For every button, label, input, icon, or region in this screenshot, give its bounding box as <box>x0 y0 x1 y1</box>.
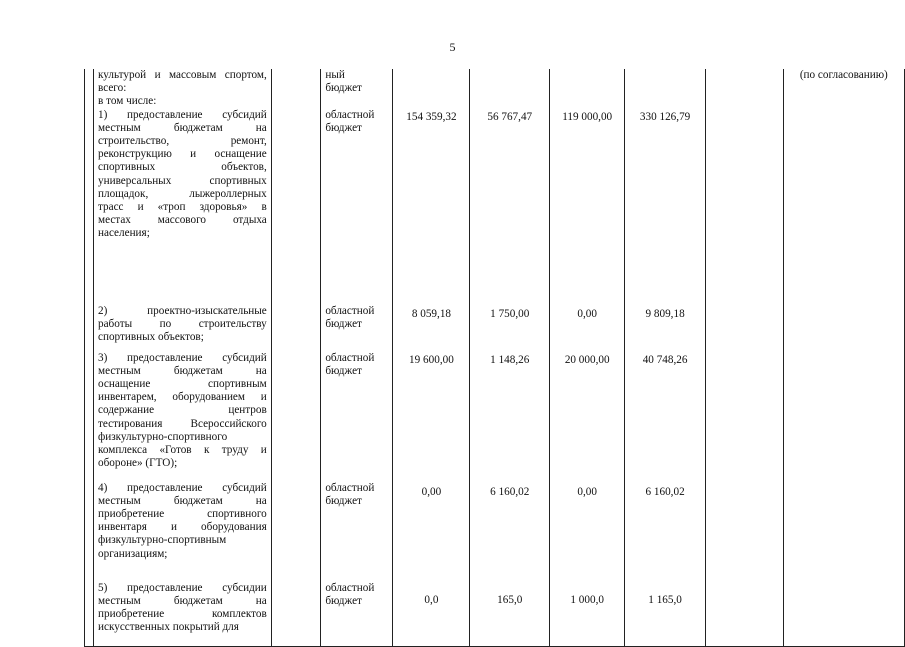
funding-source-line: бюджет <box>325 82 362 95</box>
amount-year-1: 0,0 <box>393 582 470 647</box>
amount-year-2: 1 148,26 <box>470 352 550 482</box>
description-line: универсальных спортивных <box>98 174 267 187</box>
description-line: 5) предоставление субсидии <box>98 581 267 594</box>
description-line: трасс и «троп здоровья» в <box>98 201 267 214</box>
description-line: местным бюджетам на <box>98 594 267 607</box>
indicator-cell <box>705 352 783 482</box>
description-line: площадок, лыжероллерных <box>98 187 267 200</box>
table-row <box>85 109 905 305</box>
funding-source-line: бюджет <box>325 317 362 330</box>
amount-year-4: 9 809,18 <box>625 305 706 352</box>
row-index-cell <box>85 352 94 482</box>
row-description <box>94 109 272 305</box>
row-index-cell <box>85 482 94 582</box>
description-line: культурой и массовым спортом, <box>98 69 267 81</box>
description-line: содержание центров <box>98 404 267 417</box>
amount-year-1 <box>393 69 470 109</box>
indicator-cell <box>705 482 783 582</box>
description-line: местным бюджетам на <box>98 364 267 377</box>
description-line: комплекса «Готов к труду и <box>98 444 267 457</box>
amount-year-2: 1 750,00 <box>470 305 550 352</box>
funding-source <box>321 69 393 109</box>
executor-cell <box>271 109 321 305</box>
funding-source <box>321 305 393 352</box>
description-line: искусственных покрытий для <box>98 621 239 634</box>
executor-cell <box>271 482 321 582</box>
amount-year-2: 165,0 <box>470 582 550 647</box>
description-line: спортивных объектов, <box>98 161 267 174</box>
description-line: приобретение спортивного <box>98 508 267 521</box>
description-line: организациям; <box>98 547 168 560</box>
note-cell <box>783 352 904 482</box>
indicator-cell <box>705 582 783 647</box>
amount-year-2: 6 160,02 <box>470 482 550 582</box>
row-index-cell <box>85 582 94 647</box>
amount-year-3: 1 000,0 <box>550 582 625 647</box>
executor-cell <box>271 352 321 482</box>
description-line: спортивных объектов; <box>98 331 204 344</box>
executor-cell <box>271 582 321 647</box>
funding-source-line: бюджет <box>325 494 362 507</box>
description-line: местным бюджетам на <box>98 494 267 507</box>
note-cell <box>783 305 904 352</box>
funding-source <box>321 352 393 482</box>
note-cell <box>783 482 904 582</box>
table-row <box>85 352 905 482</box>
description-line: местным бюджетам на <box>98 121 267 134</box>
amount-year-1: 8 059,18 <box>393 305 470 352</box>
executor-cell <box>271 69 321 109</box>
description-line: приобретение комплектов <box>98 608 267 621</box>
amount-year-3: 0,00 <box>550 305 625 352</box>
description-line: реконструкцию и оснащение <box>98 148 267 161</box>
funding-source-line: областной <box>325 481 375 494</box>
row-description <box>94 482 272 582</box>
description-line: физкультурно-спортивным <box>98 534 227 547</box>
amount-year-4: 40 748,26 <box>625 352 706 482</box>
amount-year-4: 6 160,02 <box>625 482 706 582</box>
description-line: оснащение спортивным <box>98 378 267 391</box>
funding-source <box>321 582 393 647</box>
amount-year-3: 119 000,00 <box>550 109 625 305</box>
description-line: местах массового отдыха <box>98 214 267 227</box>
funding-source-line: бюджет <box>325 594 362 607</box>
description-line: обороне» (ГТО); <box>98 457 178 470</box>
funding-source-line: областной <box>325 108 375 121</box>
note-cell <box>783 109 904 305</box>
funding-source <box>321 482 393 582</box>
funding-source-line: областной <box>325 351 375 364</box>
amount-year-4 <box>625 69 706 109</box>
amount-year-1: 154 359,32 <box>393 109 470 305</box>
row-description <box>94 582 272 647</box>
amount-year-2 <box>470 69 550 109</box>
executor-cell <box>271 305 321 352</box>
amount-year-1: 0,00 <box>393 482 470 582</box>
description-line: 4) предоставление субсидий <box>98 481 267 494</box>
description-line: 1) предоставление субсидий <box>98 108 267 121</box>
program-table <box>84 69 905 647</box>
table-row <box>85 482 905 582</box>
funding-source-line: бюджет <box>325 364 362 377</box>
table-row <box>85 305 905 352</box>
description-line: всего: <box>98 82 127 95</box>
amount-year-2: 56 767,47 <box>470 109 550 305</box>
description-line: строительство, ремонт, <box>98 135 267 148</box>
amount-year-3 <box>550 69 625 109</box>
amount-year-1: 19 600,00 <box>393 352 470 482</box>
description-line: населения; <box>98 227 150 240</box>
amount-year-4: 330 126,79 <box>625 109 706 305</box>
note-cell <box>783 582 904 647</box>
funding-source-line: областной <box>325 581 375 594</box>
indicator-cell <box>705 109 783 305</box>
description-line: в том числе: <box>98 95 157 108</box>
table-row <box>85 582 905 647</box>
page-number: 5 <box>449 40 456 54</box>
row-description <box>94 352 272 482</box>
row-index-cell <box>85 69 94 109</box>
amount-year-4: 1 165,0 <box>625 582 706 647</box>
description-line: тестирования Всероссийского <box>98 417 267 430</box>
row-index-cell <box>85 109 94 305</box>
amount-year-3: 20 000,00 <box>550 352 625 482</box>
row-description <box>94 69 272 109</box>
indicator-cell <box>705 69 783 109</box>
description-line: инвентарем, оборудованием и <box>98 391 267 404</box>
indicator-cell <box>705 305 783 352</box>
row-description <box>94 305 272 352</box>
funding-source-line: бюджет <box>325 121 362 134</box>
funding-source <box>321 109 393 305</box>
funding-source-line: ный <box>325 69 345 81</box>
description-line: 3) предоставление субсидий <box>98 351 267 364</box>
description-line: 2) проектно-изыскательные <box>98 304 267 317</box>
description-line: физкультурно-спортивного <box>98 430 228 443</box>
funding-source-line: областной <box>325 304 375 317</box>
table-row <box>85 69 905 109</box>
description-line: инвентаря и оборудования <box>98 521 267 534</box>
note-cell: (по согласованию) <box>783 69 904 109</box>
description-line: работы по строительству <box>98 317 267 330</box>
amount-year-3: 0,00 <box>550 482 625 582</box>
row-index-cell <box>85 305 94 352</box>
